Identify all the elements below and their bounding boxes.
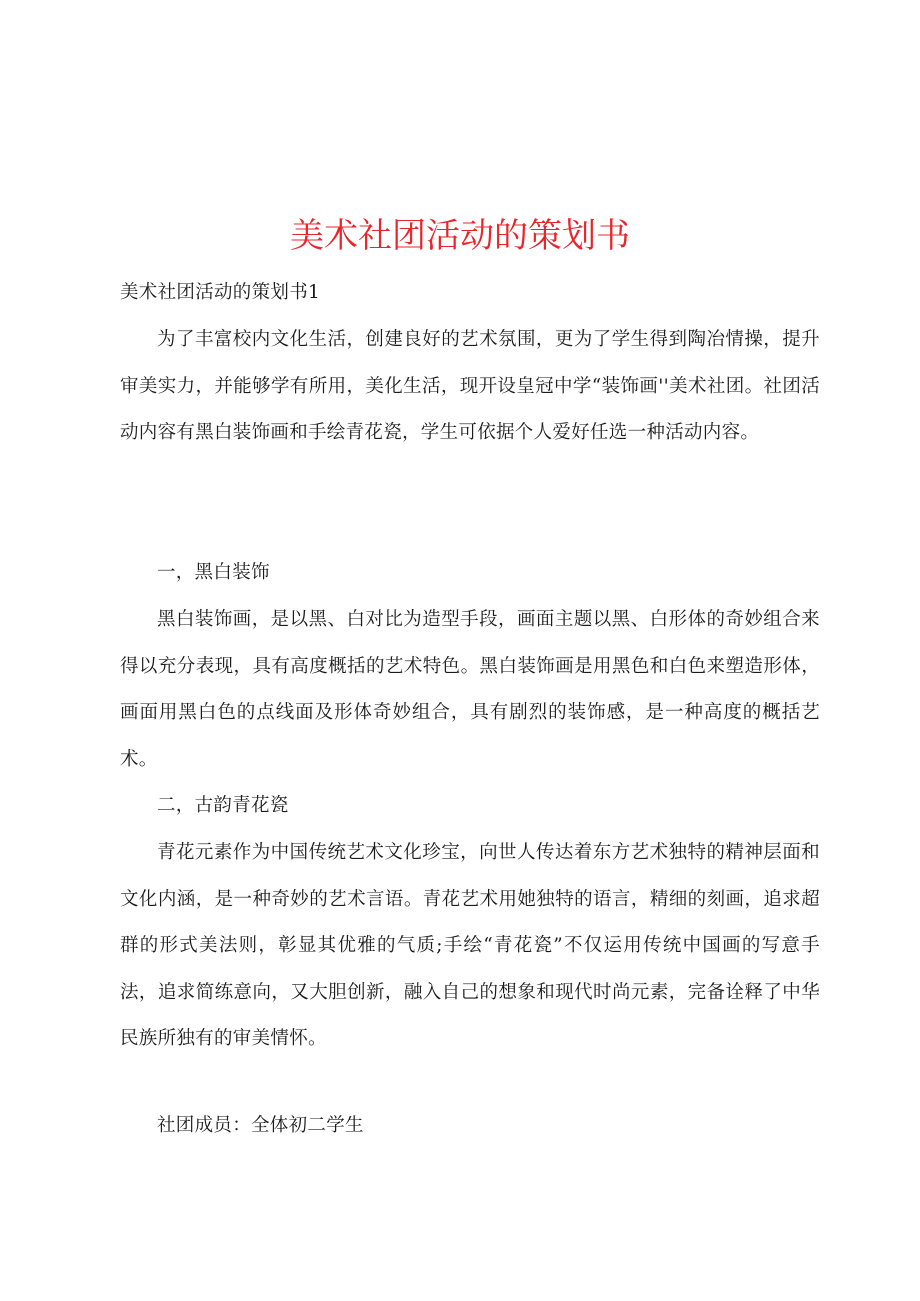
section-paragraph-1: 黑白装饰画，是以黑、白对比为造型手段，画面主题以黑、白形体的奇妙组合来得以充分表现，具有高度概括的艺术特色。黑白装饰画是用黑色和白色来塑造形体，画面用黑白色的点线面及形体奇妙组合，具有剧烈的装饰感，是一种高度的概括艺术。 (120, 609, 820, 770)
section-heading-1: 一，黑白装饰 (157, 562, 270, 583)
section-heading-2: 二，古韵青花瓷 (157, 795, 289, 816)
document-title: 美术社团活动的策划书 (290, 215, 630, 256)
intro-paragraph: 为了丰富校内文化生活，创建良好的艺术氛围，更为了学生得到陶冶情操，提升审美实力，并能够学有所用，美化生活，现开设皇冠中学“装饰画''美术社团。社团活动内容有黑白装饰画和手绘青花瓷，学生可依据个人爱好任选一种活动内容。 (120, 329, 820, 443)
members-paragraph: 社团成员：全体初二学生 (157, 1115, 364, 1136)
section-paragraph-2: 青花元素作为中国传统艺术文化珍宝，向世人传达着东方艺术独特的精神层面和文化内涵，是一种奇妙的艺术言语。青花艺术用她独特的语言，精细的刻画，追求超群的形式美法则，彰显其优雅的气质;手绘“青花瓷”不仅运用传统中国画的写意手法，追求简练意向，又大胆创新，融入自己的想象和现代时尚元素，完备诠释了中华民族所独有的审美情怀。 (120, 842, 820, 1049)
document-subtitle: 美术社团活动的策划书1 (120, 282, 321, 303)
